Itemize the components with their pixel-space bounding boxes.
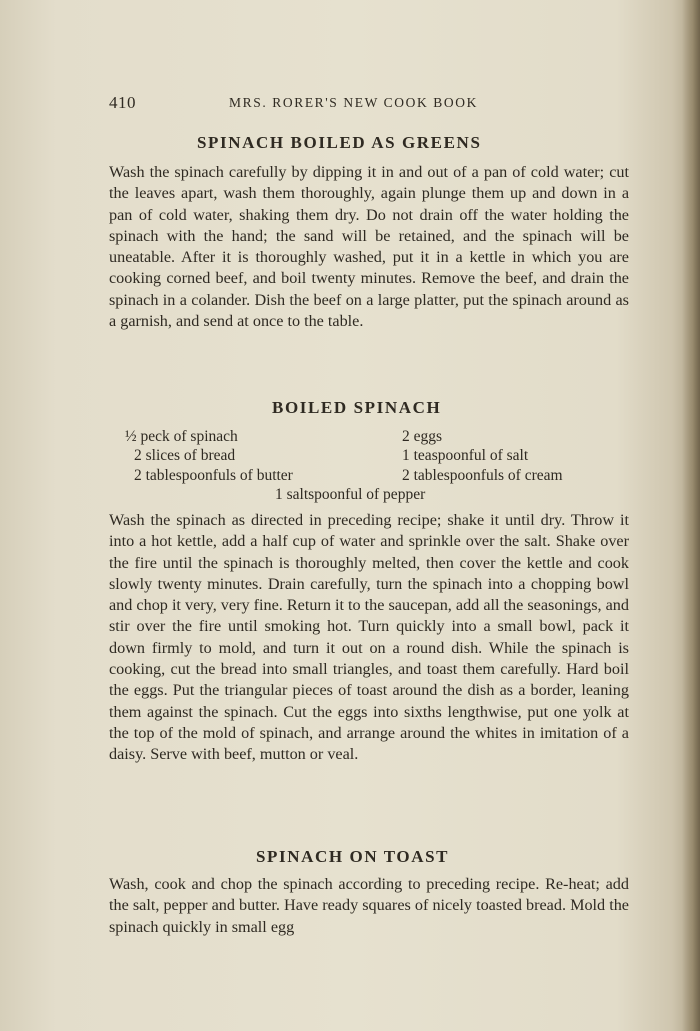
ingredient-list: [125, 427, 625, 507]
recipe-text-spinach-on-toast: Wash, cook and chop the spinach according to preceding recipe. Re-heat; add the salt, pepper and butter. Have ready squares of nicely toasted bread. Mold the spinach quickly in small egg: [109, 875, 629, 936]
ingredient-item: 1 teaspoonful of salt: [402, 447, 529, 464]
page-number: 410: [109, 93, 136, 112]
page-gutter-shadow: [682, 0, 700, 1031]
recipe-text-spinach-boiled-as-greens: Wash the spinach carefully by dipping it in and out of a pan of cold water; cut the leaves apart, wash them thoroughly, again plunge them up and down in a pan of cold water, shaking them dry. Do not drain off the water holding the spinach with the hand; the sand will be retained, and the spinach will be uneatable. After it is thoroughly washed, put it in a kettle in which you are cooking corned beef, and boil twenty minutes. Remove the beef, and drain the spinach in a colander. Dish the beef on a large platter, put the spinach around as a garnish, and send at once to the table.: [109, 163, 629, 331]
recipe-title-spinach-boiled-as-greens: SPINACH BOILED AS GREENS: [197, 133, 482, 152]
recipe-title-spinach-on-toast: SPINACH ON TOAST: [256, 847, 450, 866]
ingredient-item: 2 tablespoonfuls of cream: [402, 467, 563, 484]
recipe-title-boiled-spinach: BOILED SPINACH: [272, 398, 442, 417]
ingredient-item: ½ peck of spinach: [125, 428, 238, 445]
book-title: MRS. RORER'S NEW COOK BOOK: [229, 95, 478, 110]
running-header: [109, 93, 629, 115]
ingredient-item: 2 eggs: [402, 428, 443, 445]
recipe-text-boiled-spinach: Wash the spinach as directed in preceding recipe; shake it until dry. Throw it into a hot kettle, add a half cup of water and sprinkle over the salt. Shake over the fire until the spinach is thoroughly melted, then cover the kettle and cook slowly twenty minutes. Drain carefully, turn the spinach into a chopping bowl and chop it very, very fine. Return it to the saucepan, add all the seasonings, and stir over the fire until smoking hot. Turn quickly into a small bowl, pack it down firmly to mold, and turn it out on a round dish. While the spinach is cooking, cut the bread into small triangles, and toast them carefully. Hard boil the eggs. Put the triangular pieces of toast around the dish as a border, leaning them against the spinach. Cut the eggs into sixths lengthwise, put one yolk at the top of the mold of spinach, and arrange around the whites in imitation of a daisy. Serve with beef, mutton or veal.: [109, 511, 629, 764]
ingredient-item: 1 saltspoonful of pepper: [275, 486, 426, 503]
ingredient-item: 2 slices of bread: [134, 447, 236, 464]
ingredient-item: 2 tablespoonfuls of butter: [134, 467, 293, 484]
